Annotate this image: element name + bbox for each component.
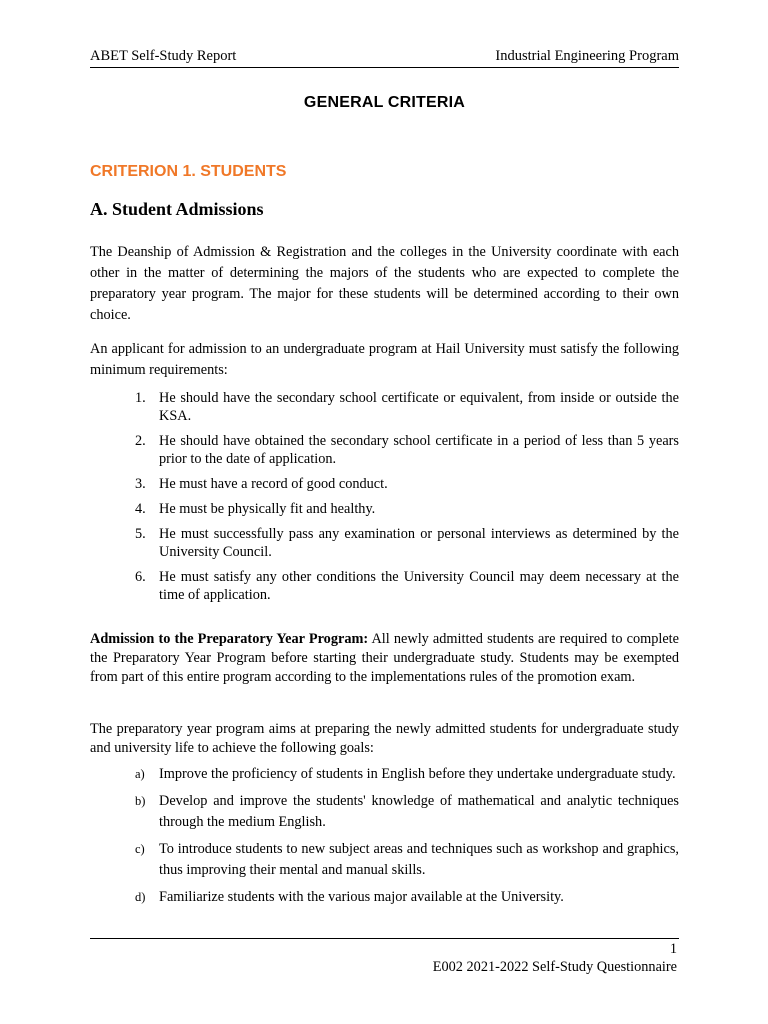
prep-label: Admission to the Preparatory Year Program: [90,631,369,647]
list-label: c) [135,842,145,856]
goals-list [90,764,679,914]
list-item-text: Familiarize students with the various major available at the University. [159,889,564,905]
requirements-list [90,389,679,611]
list-item-text: Improve the proficiency of students in English before they undertake undergraduate study. [159,766,676,782]
list-item-text: He must be physically fit and healthy. [159,501,376,517]
list-label: d) [135,890,146,904]
prep-text: All newly admitted students are required to complete the Preparatory Year Program before starting their undergraduate study. Students may be exempted from part of this entire program according to the implementations rules of the promotion exam. [90,631,679,685]
footer-text: E002 2021-2022 Self-Study Questionnaire [432,959,677,975]
list-item-text: He must satisfy any other conditions the University Council may deem necessary at the time of application. [159,569,679,603]
list-item-text: He should have obtained the secondary school certificate in a period of less than 5 years prior to the date of application. [159,433,679,467]
list-item-text: He must have a record of good conduct. [159,476,388,492]
list-label: b) [135,794,146,808]
list-item [90,791,679,833]
page-title: GENERAL CRITERIA [303,94,466,111]
header-right-text: Industrial Engineering Program [495,48,679,64]
list-item [90,475,679,493]
document-page [90,0,679,1024]
list-number: 4. [135,501,146,517]
list-number: 1. [135,390,146,406]
list-item [90,839,679,881]
list-item [90,500,679,518]
aims-paragraph: The preparatory year program aims at preparing the newly admitted students for undergraduate study and university life to achieve the following goals: [90,721,679,756]
list-number: 2. [135,433,146,449]
list-number: 6. [135,569,146,585]
list-item [90,764,679,785]
list-item [90,568,679,604]
header-left-text: ABET Self-Study Report [90,48,237,64]
list-item-text: Develop and improve the students' knowledge of mathematical and analytic techniques through the medium English. [159,793,679,830]
applicant-paragraph: An applicant for admission to an undergraduate program at Hail University must satisfy the following minimum requirements: [90,341,679,378]
footer-divider [90,938,679,939]
list-item [90,887,679,908]
page-number: 1 [669,941,677,957]
prep-paragraph [90,630,679,687]
list-item [90,525,679,561]
list-item [90,432,679,468]
intro-paragraph: The Deanship of Admission & Registration and the colleges in the University coordinate with each other in the matter of determining the majors of the students who are expected to complete the preparatory year program. The major for these students will be determined according to their own choice. [90,244,679,323]
list-number: 5. [135,526,146,542]
list-item-text: He should have the secondary school certificate or equivalent, from inside or outside the KSA. [159,390,679,424]
list-label: a) [135,767,145,781]
list-item [90,389,679,425]
criterion-heading: CRITERION 1. STUDENTS [90,163,287,180]
list-item-text: He must successfully pass any examination or personal interviews as determined by the University Council. [159,526,679,560]
list-item-text: To introduce students to new subject areas and techniques such as workshop and graphics, thus improving their mental and manual skills. [159,841,679,878]
section-heading: A. Student Admissions [90,199,264,219]
list-number: 3. [135,476,146,492]
page-header [90,47,679,68]
